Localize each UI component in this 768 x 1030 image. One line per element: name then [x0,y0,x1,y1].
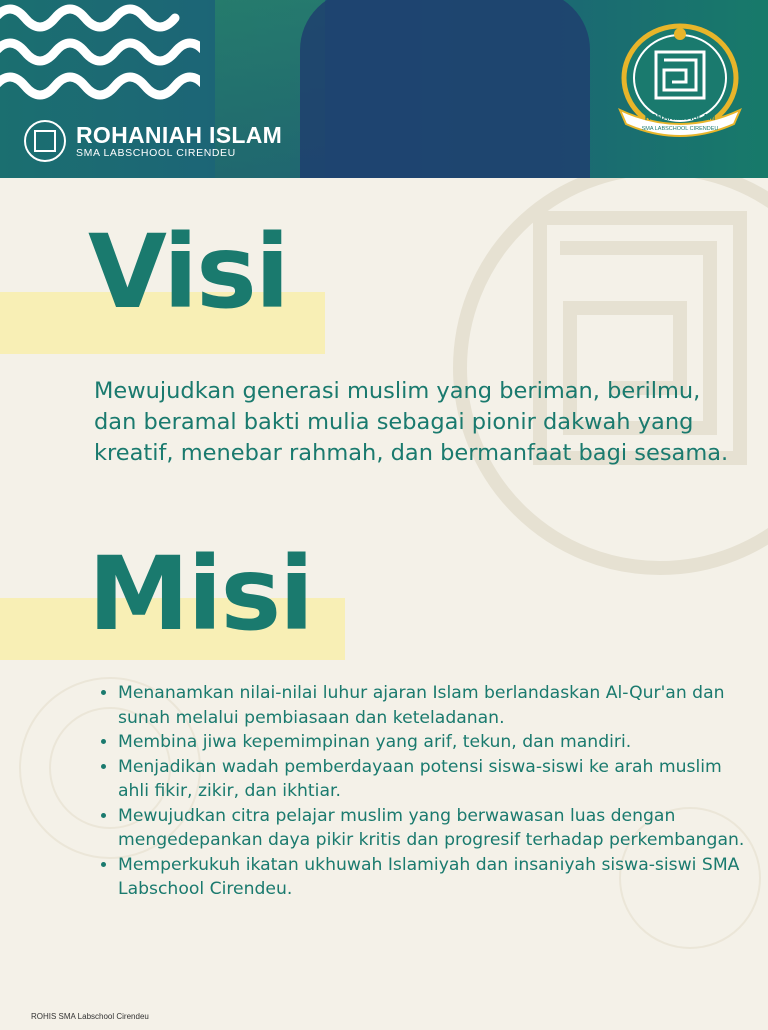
visi-text: Mewujudkan generasi muslim yang beriman, berilmu, dan beramal bakti mulia sebagai pionir dakwah yang kreatif, menebar rahmah, dan bermanfaat bagi sesama. [94,378,729,466]
misi-item: • Membina jiwa kepemimpinan yang arif, tekun, dan mandiri. [118,730,758,755]
brand-title: ROHANIAH ISLAM [76,121,283,148]
emblem-subtitle: SMA LABSCHOOL CIRENDEU [641,126,719,132]
misi-item: • Menjadikan wadah pemberdayaan potensi siswa-siswi ke arah muslim ahli fikir, zikir, dan ikhtiar. [118,755,758,804]
header-photo [300,0,590,178]
footer-text: ROHIS SMA Labschool Cirendeu [31,1012,149,1021]
misi-item: • Memperkukuh ikatan ukhuwah Islamiyah dan insaniyah siswa-siswi SMA Labschool Cirendeu. [118,853,758,902]
misi-item: • Menanamkan nilai-nilai luhur ajaran Islam berlandaskan Al-Qur'an dan sunah melalui pembiasaan dan keteladanan. [118,681,758,730]
emblem-icon [612,20,748,140]
wave-pattern-icon [0,0,200,110]
brand [24,120,282,162]
visi-heading: Visi [88,213,288,332]
header-banner [0,0,768,178]
brand-logo-icon [24,120,66,162]
misi-item: • Mewujudkan citra pelajar muslim yang berwawasan luas dengan mengedepankan daya pikir kritis dan progresif terhadap perkembangan. [118,804,758,853]
misi-heading: Misi [88,535,313,654]
emblem-title: ROHANIAH ISLAM [644,113,716,122]
brand-subtitle: SMA LABSCHOOL CIRENDEU [76,146,236,159]
misi-list [96,681,758,902]
